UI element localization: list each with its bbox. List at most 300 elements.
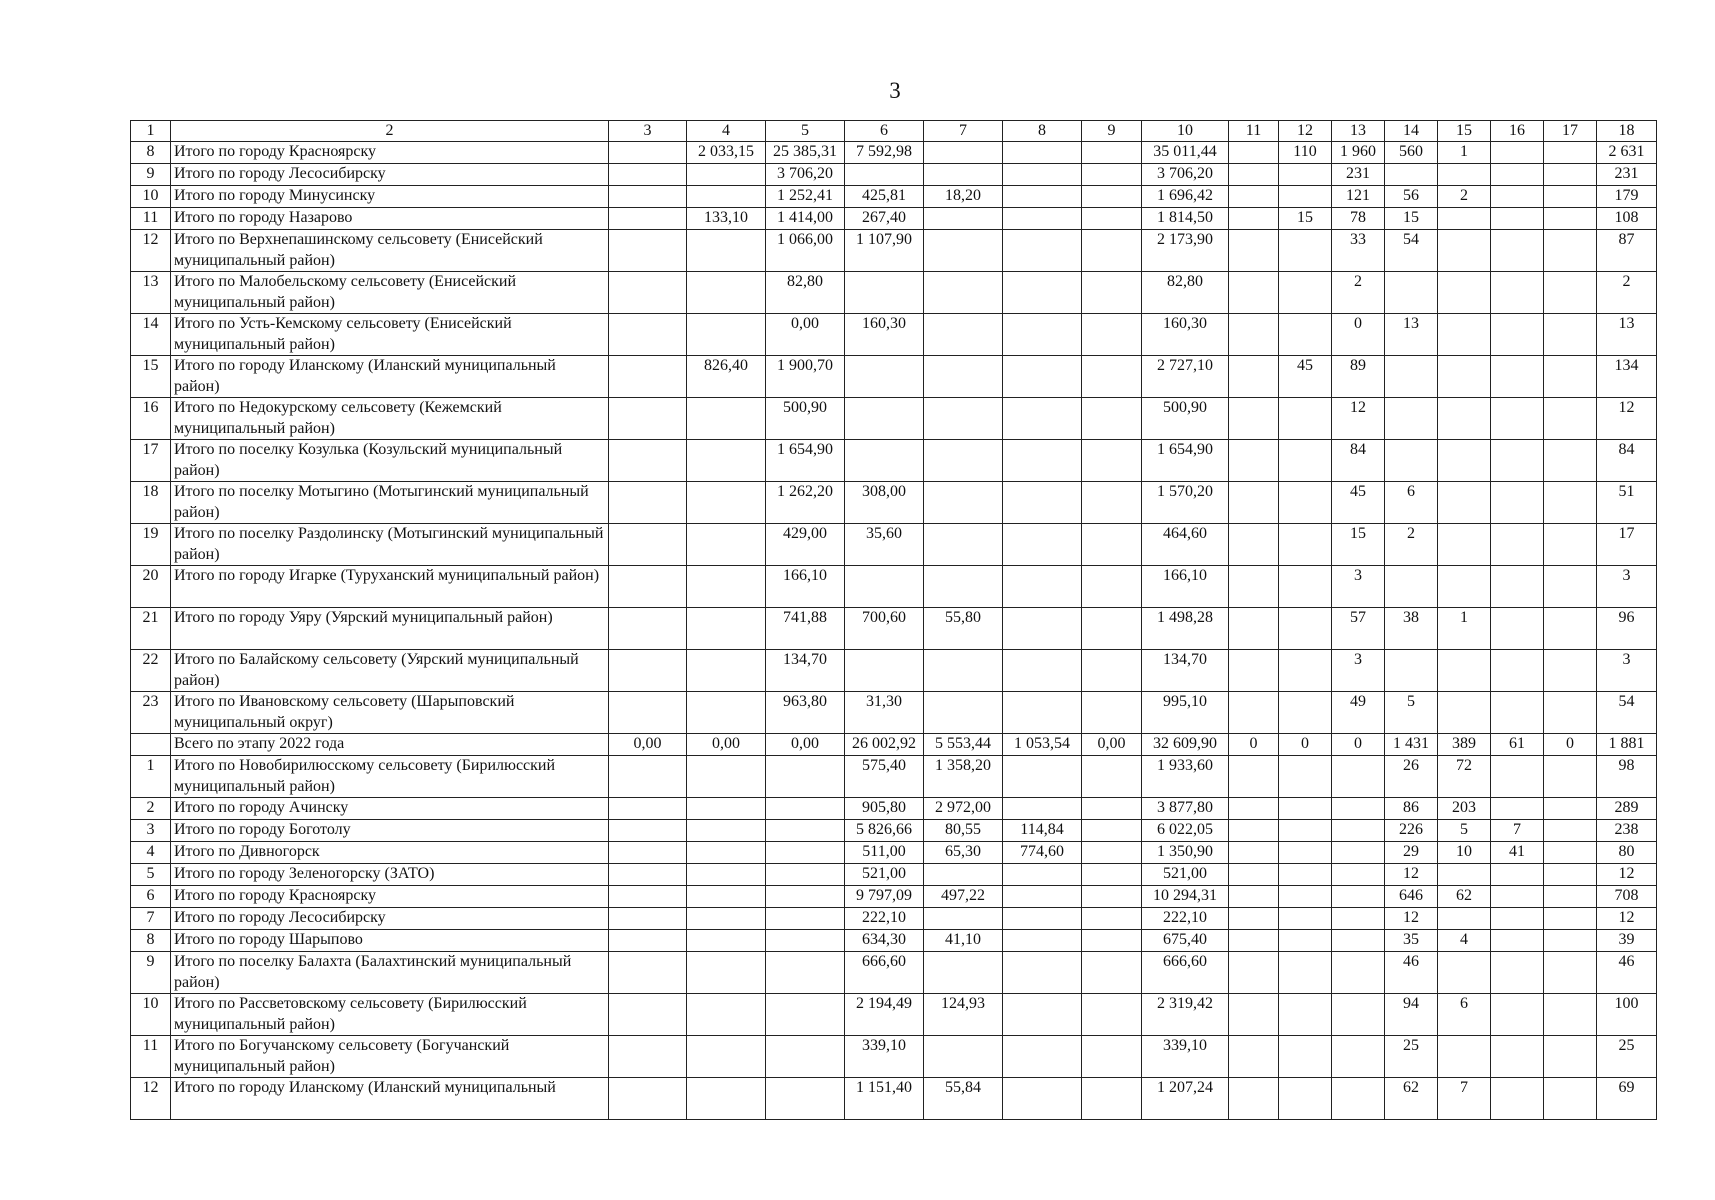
- value-cell: 0,00: [687, 734, 766, 756]
- value-cell: 35: [1385, 930, 1438, 952]
- row-number-cell: 5: [131, 864, 171, 886]
- table-row: [131, 952, 1657, 994]
- value-cell: [1544, 930, 1597, 952]
- value-cell: [1229, 566, 1279, 608]
- value-cell: 1 498,28: [1142, 608, 1229, 650]
- value-cell: 3 706,20: [1142, 164, 1229, 186]
- row-number-cell: 6: [131, 886, 171, 908]
- row-name-cell: Итого по городу Красноярску: [171, 142, 609, 164]
- value-cell: [924, 482, 1003, 524]
- row-name-cell: Итого по Верхнепашинскому сельсовету (Енисейский муниципальный район): [171, 230, 609, 272]
- table-row: [131, 398, 1657, 440]
- value-cell: [766, 864, 845, 886]
- value-cell: 1: [1438, 608, 1491, 650]
- value-cell: 3: [1332, 650, 1385, 692]
- value-cell: [1279, 994, 1332, 1036]
- value-cell: [1003, 272, 1082, 314]
- value-cell: [1082, 994, 1142, 1036]
- value-cell: 134,70: [766, 650, 845, 692]
- value-cell: [924, 1036, 1003, 1078]
- value-cell: 646: [1385, 886, 1438, 908]
- value-cell: [609, 1036, 687, 1078]
- value-cell: [1082, 842, 1142, 864]
- row-name-cell: Итого по городу Иланскому (Иланский муниципальный: [171, 1078, 609, 1120]
- value-cell: [1332, 1078, 1385, 1120]
- row-number-cell: 12: [131, 1078, 171, 1120]
- row-name-cell: Итого по поселку Мотыгино (Мотыгинский муниципальный район): [171, 482, 609, 524]
- value-cell: 80,55: [924, 820, 1003, 842]
- value-cell: 35 011,44: [1142, 142, 1229, 164]
- row-name-cell: Итого по Недокурскому сельсовету (Кежемский муниципальный район): [171, 398, 609, 440]
- value-cell: [687, 1078, 766, 1120]
- value-cell: 160,30: [1142, 314, 1229, 356]
- value-cell: [687, 1036, 766, 1078]
- value-cell: [1082, 142, 1142, 164]
- value-cell: [1082, 314, 1142, 356]
- value-cell: [609, 186, 687, 208]
- value-cell: [924, 164, 1003, 186]
- row-number-cell: 7: [131, 908, 171, 930]
- value-cell: [1491, 186, 1544, 208]
- value-cell: [1491, 356, 1544, 398]
- value-cell: 666,60: [1142, 952, 1229, 994]
- value-cell: 12: [1597, 864, 1657, 886]
- value-cell: [766, 756, 845, 798]
- row-name-cell: Итого по поселку Козулька (Козульский муниципальный район): [171, 440, 609, 482]
- value-cell: [1082, 164, 1142, 186]
- table-row: [131, 230, 1657, 272]
- header-row: [131, 121, 1657, 142]
- table-row: [131, 886, 1657, 908]
- value-cell: [1003, 142, 1082, 164]
- value-cell: [1438, 482, 1491, 524]
- value-cell: [1003, 440, 1082, 482]
- row-name-cell: Итого по поселку Раздолинску (Мотыгинский муниципальный район): [171, 524, 609, 566]
- value-cell: [1229, 1036, 1279, 1078]
- value-cell: 560: [1385, 142, 1438, 164]
- value-cell: 1 960: [1332, 142, 1385, 164]
- value-cell: 124,93: [924, 994, 1003, 1036]
- value-cell: [1544, 1036, 1597, 1078]
- data-table: [130, 120, 1657, 1120]
- value-cell: 32 609,90: [1142, 734, 1229, 756]
- column-header: 5: [766, 121, 845, 142]
- value-cell: 166,10: [766, 566, 845, 608]
- value-cell: [1544, 908, 1597, 930]
- row-number-cell: 2: [131, 798, 171, 820]
- value-cell: [609, 524, 687, 566]
- value-cell: [766, 1078, 845, 1120]
- value-cell: 41,10: [924, 930, 1003, 952]
- value-cell: 2 319,42: [1142, 994, 1229, 1036]
- value-cell: [1229, 608, 1279, 650]
- value-cell: 2 194,49: [845, 994, 924, 1036]
- value-cell: [687, 314, 766, 356]
- value-cell: [609, 864, 687, 886]
- value-cell: 5: [1438, 820, 1491, 842]
- value-cell: 84: [1597, 440, 1657, 482]
- value-cell: 2 727,10: [1142, 356, 1229, 398]
- value-cell: 100: [1597, 994, 1657, 1036]
- value-cell: [1491, 952, 1544, 994]
- value-cell: 96: [1597, 608, 1657, 650]
- value-cell: [1229, 230, 1279, 272]
- row-name-cell: Итого по городу Лесосибирску: [171, 164, 609, 186]
- value-cell: [1544, 356, 1597, 398]
- row-name-cell: Итого по Новобирилюсскому сельсовету (Бирилюсский муниципальный район): [171, 756, 609, 798]
- value-cell: 2 033,15: [687, 142, 766, 164]
- column-header: 10: [1142, 121, 1229, 142]
- value-cell: [1082, 756, 1142, 798]
- value-cell: 1 252,41: [766, 186, 845, 208]
- value-cell: [1332, 820, 1385, 842]
- table-row: [131, 798, 1657, 820]
- value-cell: [1082, 566, 1142, 608]
- value-cell: 39: [1597, 930, 1657, 952]
- value-cell: [1082, 798, 1142, 820]
- value-cell: 7: [1491, 820, 1544, 842]
- row-number-cell: 3: [131, 820, 171, 842]
- value-cell: [1279, 798, 1332, 820]
- value-cell: 160,30: [845, 314, 924, 356]
- value-cell: [845, 356, 924, 398]
- value-cell: 1 431: [1385, 734, 1438, 756]
- value-cell: 7 592,98: [845, 142, 924, 164]
- value-cell: [1332, 994, 1385, 1036]
- table-row: [131, 756, 1657, 798]
- value-cell: 6 022,05: [1142, 820, 1229, 842]
- value-cell: 15: [1279, 208, 1332, 230]
- value-cell: 12: [1597, 398, 1657, 440]
- value-cell: 2 631: [1597, 142, 1657, 164]
- value-cell: 3: [1597, 566, 1657, 608]
- value-cell: 84: [1332, 440, 1385, 482]
- value-cell: [1229, 356, 1279, 398]
- table-row: [131, 1036, 1657, 1078]
- value-cell: 55,80: [924, 608, 1003, 650]
- row-number-cell: 4: [131, 842, 171, 864]
- value-cell: [609, 272, 687, 314]
- value-cell: [1491, 608, 1544, 650]
- table-row: [131, 994, 1657, 1036]
- column-header: 16: [1491, 121, 1544, 142]
- value-cell: 497,22: [924, 886, 1003, 908]
- value-cell: [609, 398, 687, 440]
- value-cell: [1332, 930, 1385, 952]
- value-cell: 82,80: [1142, 272, 1229, 314]
- value-cell: 51: [1597, 482, 1657, 524]
- value-cell: [1229, 186, 1279, 208]
- value-cell: [1491, 440, 1544, 482]
- value-cell: [1082, 1036, 1142, 1078]
- row-number-cell: 11: [131, 208, 171, 230]
- row-number-cell: 18: [131, 482, 171, 524]
- value-cell: 905,80: [845, 798, 924, 820]
- page-number: 3: [889, 78, 901, 103]
- value-cell: [609, 756, 687, 798]
- value-cell: [1003, 692, 1082, 734]
- value-cell: [687, 798, 766, 820]
- column-header: 7: [924, 121, 1003, 142]
- value-cell: [1003, 356, 1082, 398]
- value-cell: 1 107,90: [845, 230, 924, 272]
- value-cell: 25: [1597, 1036, 1657, 1078]
- value-cell: [1003, 1036, 1082, 1078]
- value-cell: [1229, 952, 1279, 994]
- value-cell: 33: [1332, 230, 1385, 272]
- value-cell: [924, 230, 1003, 272]
- value-cell: [1229, 440, 1279, 482]
- value-cell: 13: [1597, 314, 1657, 356]
- value-cell: [1279, 952, 1332, 994]
- value-cell: [1229, 908, 1279, 930]
- value-cell: [1003, 1078, 1082, 1120]
- value-cell: 0: [1332, 314, 1385, 356]
- value-cell: [609, 952, 687, 994]
- value-cell: [1544, 692, 1597, 734]
- value-cell: 429,00: [766, 524, 845, 566]
- value-cell: 1 350,90: [1142, 842, 1229, 864]
- table-row: [131, 524, 1657, 566]
- value-cell: [687, 566, 766, 608]
- value-cell: 114,84: [1003, 820, 1082, 842]
- value-cell: 41: [1491, 842, 1544, 864]
- value-cell: [1491, 994, 1544, 1036]
- value-cell: [687, 398, 766, 440]
- value-cell: [609, 230, 687, 272]
- value-cell: [766, 908, 845, 930]
- value-cell: [1332, 798, 1385, 820]
- value-cell: 267,40: [845, 208, 924, 230]
- value-cell: 5: [1385, 692, 1438, 734]
- table-row: [131, 820, 1657, 842]
- value-cell: 46: [1385, 952, 1438, 994]
- value-cell: 1 151,40: [845, 1078, 924, 1120]
- value-cell: 12: [1332, 398, 1385, 440]
- value-cell: [609, 930, 687, 952]
- value-cell: [1279, 608, 1332, 650]
- value-cell: [1544, 842, 1597, 864]
- value-cell: [845, 440, 924, 482]
- row-number-cell: 12: [131, 230, 171, 272]
- value-cell: 6: [1438, 994, 1491, 1036]
- row-number-cell: 8: [131, 930, 171, 952]
- column-header: 2: [171, 121, 609, 142]
- table-row: [131, 356, 1657, 398]
- value-cell: 222,10: [1142, 908, 1229, 930]
- value-cell: [1003, 864, 1082, 886]
- value-cell: [1491, 930, 1544, 952]
- value-cell: 89: [1332, 356, 1385, 398]
- value-cell: 0,00: [609, 734, 687, 756]
- value-cell: [1279, 864, 1332, 886]
- value-cell: 134: [1597, 356, 1657, 398]
- value-cell: [924, 142, 1003, 164]
- value-cell: [609, 994, 687, 1036]
- value-cell: 339,10: [1142, 1036, 1229, 1078]
- column-header: 13: [1332, 121, 1385, 142]
- value-cell: [924, 314, 1003, 356]
- value-cell: 35,60: [845, 524, 924, 566]
- value-cell: [1491, 566, 1544, 608]
- value-cell: [1082, 482, 1142, 524]
- value-cell: [1491, 908, 1544, 930]
- value-cell: [1003, 186, 1082, 208]
- value-cell: [1438, 398, 1491, 440]
- value-cell: [1229, 820, 1279, 842]
- value-cell: 700,60: [845, 608, 924, 650]
- value-cell: 1 654,90: [766, 440, 845, 482]
- value-cell: 82,80: [766, 272, 845, 314]
- value-cell: 226: [1385, 820, 1438, 842]
- value-cell: [1332, 864, 1385, 886]
- value-cell: [1491, 864, 1544, 886]
- value-cell: [1438, 864, 1491, 886]
- row-number-cell: 22: [131, 650, 171, 692]
- value-cell: [687, 272, 766, 314]
- value-cell: [1544, 994, 1597, 1036]
- value-cell: 62: [1385, 1078, 1438, 1120]
- value-cell: 1 207,24: [1142, 1078, 1229, 1120]
- value-cell: 464,60: [1142, 524, 1229, 566]
- value-cell: [609, 608, 687, 650]
- value-cell: [1003, 756, 1082, 798]
- value-cell: [1082, 440, 1142, 482]
- value-cell: 5 826,66: [845, 820, 924, 842]
- value-cell: 134,70: [1142, 650, 1229, 692]
- value-cell: [1003, 994, 1082, 1036]
- value-cell: 500,90: [1142, 398, 1229, 440]
- value-cell: [924, 908, 1003, 930]
- value-cell: [1544, 566, 1597, 608]
- row-number-cell: 16: [131, 398, 171, 440]
- value-cell: 166,10: [1142, 566, 1229, 608]
- value-cell: [1279, 820, 1332, 842]
- row-number-cell: 23: [131, 692, 171, 734]
- value-cell: [1003, 230, 1082, 272]
- value-cell: [1544, 952, 1597, 994]
- value-cell: [924, 952, 1003, 994]
- row-name-cell: Итого по Рассветовскому сельсовету (Бирилюсский муниципальный район): [171, 994, 609, 1036]
- value-cell: [609, 142, 687, 164]
- table-row: [131, 908, 1657, 930]
- value-cell: [1544, 440, 1597, 482]
- value-cell: [1385, 440, 1438, 482]
- value-cell: [1385, 356, 1438, 398]
- value-cell: 121: [1332, 186, 1385, 208]
- table-row: [131, 142, 1657, 164]
- value-cell: [924, 208, 1003, 230]
- value-cell: [609, 482, 687, 524]
- value-cell: [1279, 1036, 1332, 1078]
- value-cell: [1544, 608, 1597, 650]
- value-cell: [1082, 398, 1142, 440]
- value-cell: [1544, 482, 1597, 524]
- value-cell: [1229, 272, 1279, 314]
- value-cell: [1229, 930, 1279, 952]
- value-cell: 231: [1597, 164, 1657, 186]
- table-row: [131, 608, 1657, 650]
- value-cell: [1438, 524, 1491, 566]
- value-cell: 10: [1438, 842, 1491, 864]
- value-cell: [609, 842, 687, 864]
- value-cell: [609, 356, 687, 398]
- value-cell: 1 696,42: [1142, 186, 1229, 208]
- row-number-cell: 17: [131, 440, 171, 482]
- value-cell: [1003, 314, 1082, 356]
- column-header: 12: [1279, 121, 1332, 142]
- value-cell: 56: [1385, 186, 1438, 208]
- value-cell: [1385, 650, 1438, 692]
- value-cell: [1279, 230, 1332, 272]
- value-cell: [687, 930, 766, 952]
- value-cell: [687, 820, 766, 842]
- value-cell: 98: [1597, 756, 1657, 798]
- value-cell: [1544, 1078, 1597, 1120]
- value-cell: [1003, 886, 1082, 908]
- value-cell: 289: [1597, 798, 1657, 820]
- value-cell: [609, 886, 687, 908]
- value-cell: 500,90: [766, 398, 845, 440]
- value-cell: [1491, 798, 1544, 820]
- value-cell: [924, 524, 1003, 566]
- value-cell: [924, 566, 1003, 608]
- value-cell: [1279, 908, 1332, 930]
- value-cell: [1332, 1036, 1385, 1078]
- value-cell: [687, 186, 766, 208]
- value-cell: 425,81: [845, 186, 924, 208]
- value-cell: [1491, 524, 1544, 566]
- value-cell: [1544, 864, 1597, 886]
- value-cell: [1332, 908, 1385, 930]
- value-cell: [687, 756, 766, 798]
- value-cell: [1279, 314, 1332, 356]
- value-cell: [687, 692, 766, 734]
- value-cell: [1491, 886, 1544, 908]
- value-cell: 78: [1332, 208, 1385, 230]
- value-cell: [1438, 692, 1491, 734]
- value-cell: [687, 650, 766, 692]
- value-cell: 666,60: [845, 952, 924, 994]
- value-cell: [1229, 798, 1279, 820]
- value-cell: [1385, 272, 1438, 314]
- value-cell: 2: [1385, 524, 1438, 566]
- value-cell: [1491, 230, 1544, 272]
- value-cell: [687, 842, 766, 864]
- value-cell: [1544, 886, 1597, 908]
- row-number-cell: [131, 734, 171, 756]
- value-cell: 9 797,09: [845, 886, 924, 908]
- value-cell: [687, 864, 766, 886]
- column-header: 6: [845, 121, 924, 142]
- value-cell: [687, 440, 766, 482]
- value-cell: 5 553,44: [924, 734, 1003, 756]
- value-cell: [924, 650, 1003, 692]
- value-cell: [609, 692, 687, 734]
- column-header: 17: [1544, 121, 1597, 142]
- value-cell: [845, 650, 924, 692]
- value-cell: 963,80: [766, 692, 845, 734]
- value-cell: [1229, 842, 1279, 864]
- value-cell: [1003, 398, 1082, 440]
- value-cell: [1332, 842, 1385, 864]
- value-cell: [1003, 650, 1082, 692]
- value-cell: [766, 842, 845, 864]
- value-cell: 86: [1385, 798, 1438, 820]
- value-cell: [1544, 650, 1597, 692]
- table-row: [131, 440, 1657, 482]
- value-cell: 26 002,92: [845, 734, 924, 756]
